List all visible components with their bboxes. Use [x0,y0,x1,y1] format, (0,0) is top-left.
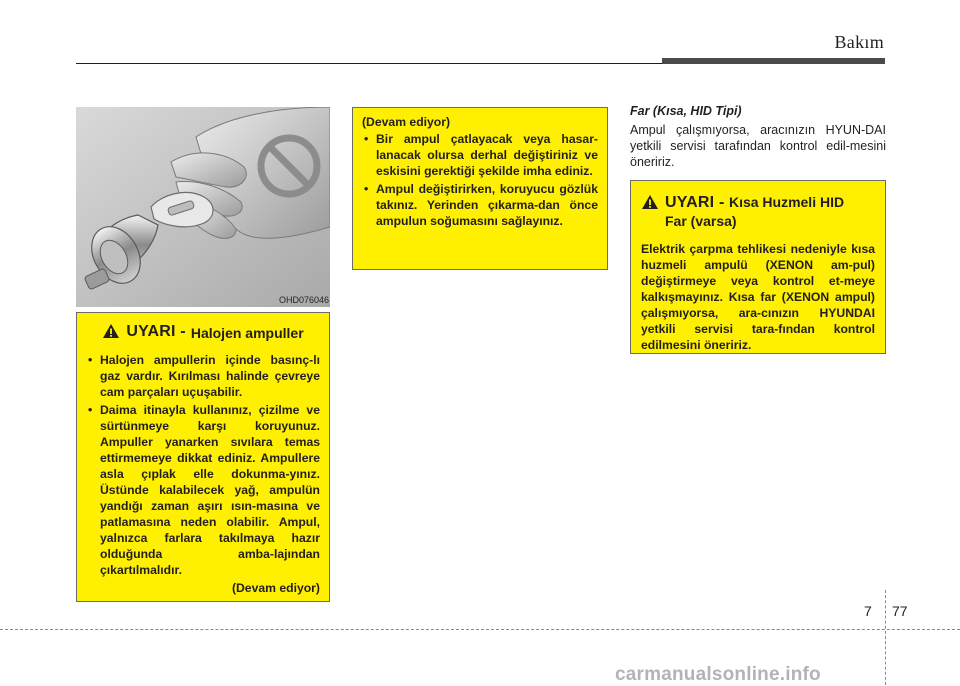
warning-triangle-icon [641,194,659,215]
warning-word: UYARI - [665,194,725,211]
warning-continued-box [352,107,608,270]
list-item: • Halojen ampullerin içinde basınç-lı gaz vardır. Kırılması halinde çevreye cam parçaları uçuşabilir. [86,352,320,400]
warning-hid-body: Elektrik çarpma tehlikesi nedeniyle kısa huzmeli ampulü (XENON am-pul) değiştirmeye veya kontrol et-meye kalkışmayınız. Kısa far (XENON ampul) çalışmıyorsa, ara-cınızın HYUNDAI yetkili servisi tara-fından kontrol edilmesini öneririz. [641,242,875,352]
watermark: carmanualsonline.info [615,664,821,685]
warning-hid-heading [641,193,875,231]
warning-halogen-list [86,352,320,578]
header-rule [76,63,662,64]
bulb-handling-photo [76,107,330,307]
warning-halogen-heading [86,323,320,344]
section-title: Bakım [834,32,884,52]
warning-word: UYARI - [126,323,186,340]
headlight-heading: Far (Kısa, HID Tipi) [630,104,742,118]
continued-note: (Devam ediyor) [231,581,320,595]
header-bar [662,58,885,64]
list-item: • Ampul değiştirirken, koruyucu gözlük takınız. Yerinden çıkarma-dan önce ampulun soğumasını sağlayınız. [362,181,598,229]
prohibited-sign-icon [256,133,322,199]
footer-divider [885,590,886,685]
warning-halogen-box [76,312,330,602]
photo-code: OHD076046 [278,295,329,305]
list-item: • Daima itinayla kullanınız, çizilme ve sürtünmeye karşı koruyunuz. Ampuller yanarken sıvılara temas ettirmemeye dikkat ediniz. Ampullere asla çıplak elle dokunma-yınız. Üstünde kalabilecek yağ, ampulün yandığı zaman aşırı ısın-masına ve patlamasına neden olabilir. Ampul, yalnızca farlara takılmaya hazır olduğunda amba-lajından çıkartılmalıdır. [86,402,320,578]
chapter-number: 7 [864,603,872,619]
page-number: 77 [892,603,908,619]
continued-note: (Devam ediyor) [362,115,451,129]
warning-triangle-icon [102,323,120,344]
warning-continued-list [362,131,598,229]
footer-rule [0,629,960,630]
warning-hid-box [630,180,886,354]
warning-subject-line1: Kısa Huzmeli HID [728,194,845,210]
headlight-paragraph: Ampul çalışmıyorsa, aracınızın HYUN-DAI yetkili servisi tarafından kontrol edil-mesini öneririz. [630,123,886,169]
warning-subject-line2: Far (varsa) [665,213,737,229]
list-item: • Bir ampul çatlayacak veya hasar-lanacak olursa derhal değiştiriniz ve eskisini gerektiği şekilde imha ediniz. [362,131,598,179]
warning-subject: Halojen ampuller [190,325,304,341]
